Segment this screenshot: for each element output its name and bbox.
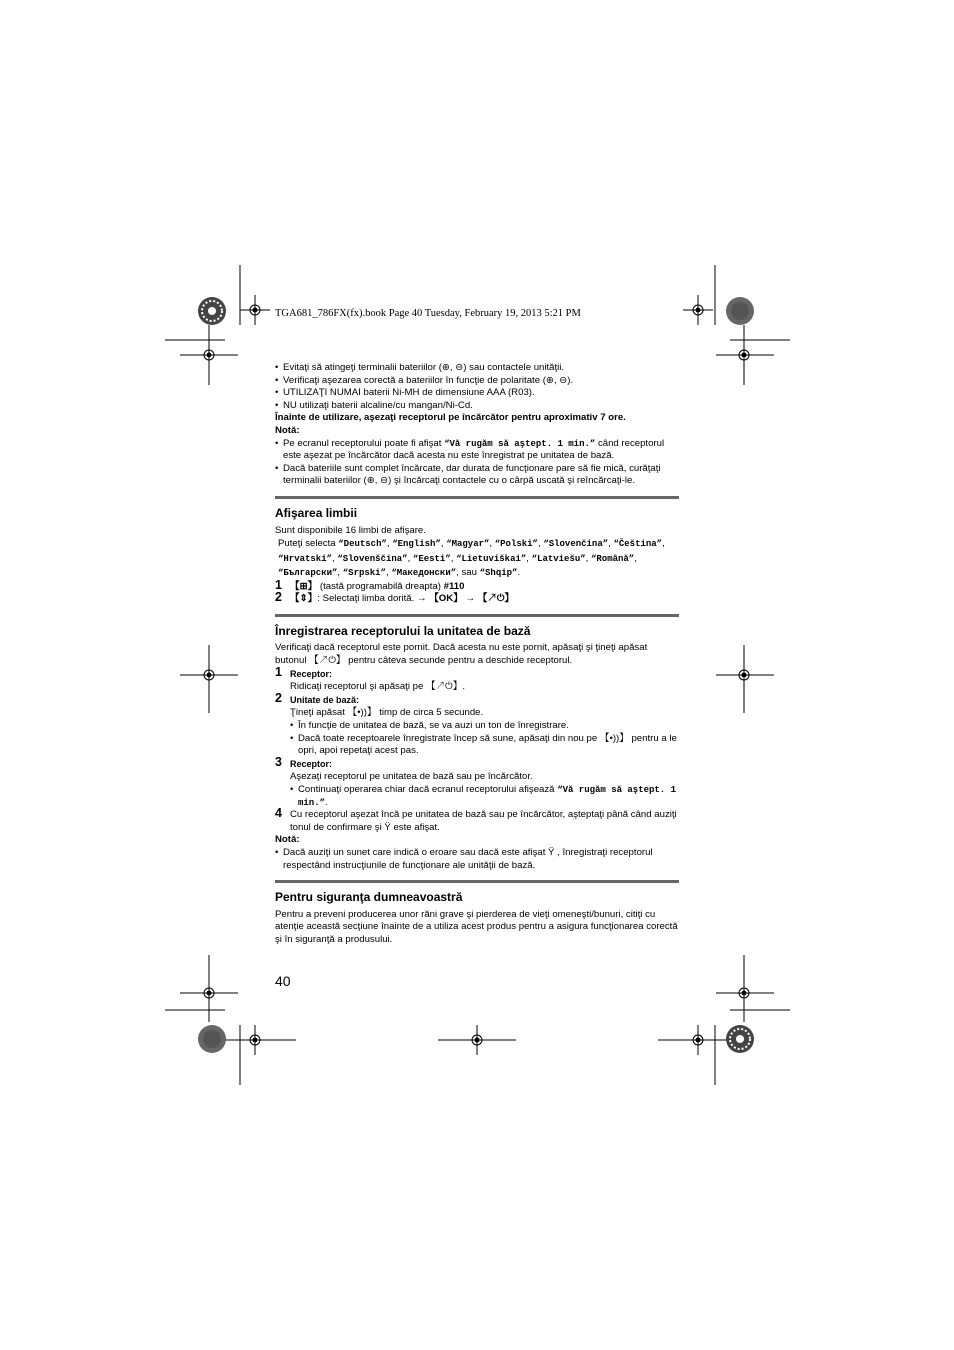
- language-option: “Magyar”: [446, 539, 490, 550]
- step: 2 Unitate de bază:: [275, 690, 360, 705]
- language-option: “Български”: [278, 568, 338, 579]
- language-option: “Polski”: [494, 539, 538, 550]
- step: 1 Receptor:: [275, 664, 333, 679]
- section-intro: Sunt disponibile 16 limbi de afişare.: [275, 524, 426, 536]
- charge-note: Înainte de utilizare, aşezaţi receptorul pe încărcător pentru aproximativ 7 ore.: [275, 412, 626, 424]
- language-option: “Eesti”: [412, 553, 451, 564]
- language-option: “English”: [392, 539, 441, 550]
- step: 3 Receptor:: [275, 754, 333, 769]
- list-item: • NU utilizaţi baterii alcaline/cu mangan/Ni-Cd.: [275, 400, 679, 413]
- section-title: Pentru siguranţa dumneavoastră: [275, 890, 463, 905]
- step: 1 【⊞】 (tastă programabilă dreapta) #110: [275, 577, 465, 592]
- language-list: Puteţi selecta “Deutsch”, “English”, “Magyar”, “Polski”, “Slovenčina”, “Čeština”, “Hrvatski”, “Slovenščina”, “Eesti”, “Lietuviškai”, “Latviešu”, “Română”, “Български”, “Srpski”, “Македонски”, sau “Shqip”.: [278, 538, 665, 579]
- language-option: “Română”: [591, 553, 635, 564]
- note-item: • Dacă auziţi un sunet care indică o eroare sau dacă este afişat Ÿ , înregistraţi receptorul respectând instrucţiunile de funcţionare ale unităţii de bază.: [275, 847, 679, 872]
- language-option: “Slovenščina”: [337, 553, 408, 564]
- section-registration: [275, 614, 679, 872]
- note-label: Notă:: [275, 424, 300, 436]
- language-option: “Shqip”: [479, 568, 518, 579]
- section-text: Pentru a preveni producerea unor răni grave şi pierderea de vieţi omeneşti/bunuri, citiţi cu atenţie această secţiune înainte de a utiliza acest produs pentru a asigura funcţionarea corectă şi în siguranţă a produsului.: [275, 908, 678, 945]
- section-intro: Verificaţi dacă receptorul este pornit. Dacă acesta nu este pornit, apăsaţi şi ţineţi apăsat butonul 【↗⏻】 pentru câteva secunde pentru a deschide receptorul.: [275, 642, 648, 666]
- note-item: • Pe ecranul receptorului poate fi afişat “Vă rugăm să aştept. 1 min.” când receptorul este aşezat pe încărcător dacă acesta nu este înregistrat pe unitatea de bază.: [275, 438, 679, 463]
- list-item: • În funcţie de unitatea de bază, se va auzi un ton de înregistrare.: [290, 720, 679, 733]
- list-item: • Evitaţi să atingeţi terminalii bateriilor (⊕, ⊖) sau contactele unităţii.: [275, 362, 679, 375]
- page-content: [275, 362, 679, 946]
- step: 2 【⇕】: Selectaţi limba dorită. → 【OK】 → 【↗⏻】: [275, 590, 515, 605]
- list-item: • Continuaţi operarea chiar dacă ecranul receptorului afişează “Vă rugăm să aştept. 1 min.”.: [290, 784, 679, 809]
- list-item: • Dacă toate receptoarele înregistrate încep să sune, apăsaţi din nou pe 【•))】 pentru a le opri, apoi repetaţi acest pas.: [290, 733, 679, 758]
- list-item: • UTILIZAŢI NUMAI baterii Ni-MH de dimensiune AAA (R03).: [275, 387, 679, 400]
- language-option: “Čeština”: [613, 539, 663, 550]
- section-title: Înregistrarea receptorului la unitatea de bază: [275, 623, 531, 638]
- step-text: Ridicaţi receptorul şi apăsaţi pe 【↗⏻】.: [290, 681, 466, 693]
- language-option: “Македонски”: [391, 568, 457, 579]
- section-display-language: [275, 496, 679, 606]
- step-text: Ţineţi apăsat 【•))】 timp de circa 5 secunde.: [290, 707, 484, 719]
- language-option: “Latviešu”: [531, 553, 586, 564]
- language-option: “Deutsch”: [338, 539, 387, 550]
- language-option: “Lietuviškai”: [456, 553, 527, 564]
- list-item: • Verificaţi aşezarea corectă a bateriilor în funcţie de polaritate (⊕, ⊖).: [275, 375, 679, 388]
- note-item: • Dacă bateriile sunt complet încărcate, dar durata de funcţionare pare să fie mică, curăţaţi terminalii bateriilor (⊕, ⊖) şi încărcaţi contactele cu o cârpă uscată şi reîncărcaţi-le.: [275, 463, 679, 488]
- print-header: TGA681_786FX(fx).book Page 40 Tuesday, February 19, 2013 5:21 PM: [275, 308, 581, 319]
- page-number: 40: [275, 973, 291, 989]
- language-option: “Slovenčina”: [543, 539, 609, 550]
- step-text: Aşezaţi receptorul pe unitatea de bază sau pe încărcător.: [290, 771, 533, 783]
- section-safety: [275, 880, 679, 946]
- language-option: “Srpski”: [342, 568, 386, 579]
- note-label: Notă:: [275, 834, 300, 846]
- language-option: “Hrvatski”: [278, 553, 333, 564]
- section-title: Afişarea limbii: [275, 505, 358, 520]
- step: 4 Cu receptorul aşezat încă pe unitatea de bază sau pe încărcător, aşteptaţi până când auziţi tonul de confirmare şi Ÿ este afişat.: [275, 806, 677, 833]
